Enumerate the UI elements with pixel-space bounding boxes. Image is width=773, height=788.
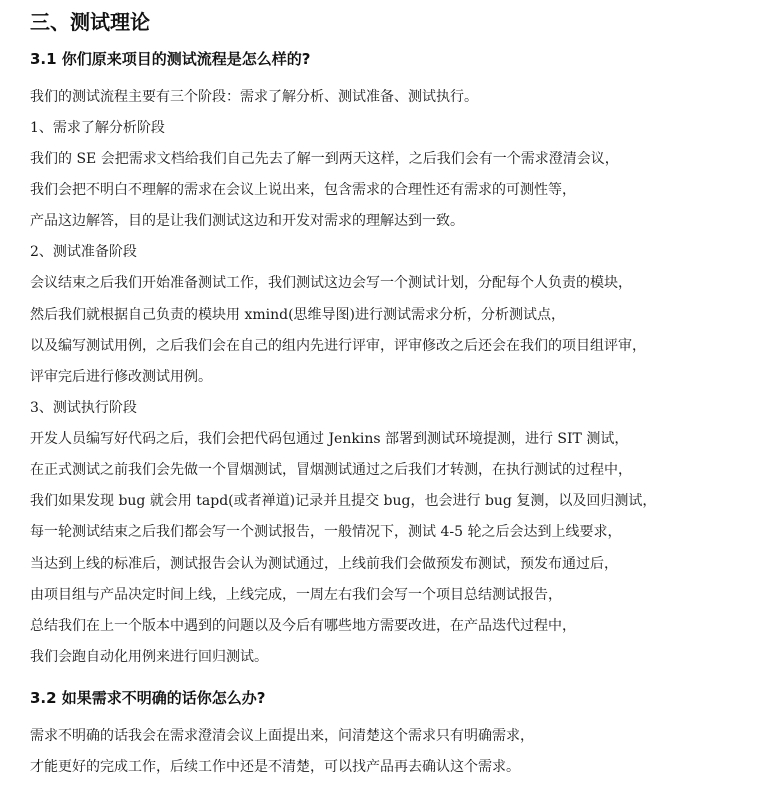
paragraph-line: 我们的测试流程主要有三个阶段：需求了解分析、测试准备、测试执行。	[30, 89, 478, 105]
paragraph-line: 总结我们在上一个版本中遇到的问题以及今后有哪些地方需要改进，在产品迭代过程中，	[30, 618, 576, 634]
phase-heading-1: 1、需求了解分析阶段	[30, 120, 165, 136]
section-heading: 三、测试理论	[30, 10, 150, 34]
paragraph-line: 然后我们就根据自己负责的模块用 xmind(思维导图)进行测试需求分析，分析测试点，	[30, 307, 565, 323]
paragraph-line: 由项目组与产品决定时间上线，上线完成，一周左右我们会写一个项目总结测试报告，	[30, 587, 562, 603]
paragraph-line: 以及编写测试用例，之后我们会在自己的组内先进行评审，评审修改之后还会在我们的项目组评审，	[30, 338, 646, 354]
phase-heading-3: 3、测试执行阶段	[30, 400, 137, 416]
paragraph-line: 我们会跑自动化用例来进行回归测试。	[30, 649, 268, 665]
paragraph-line: 我们的 SE 会把需求文档给我们自己先去了解一到两天这样，之后我们会有一个需求澄清会议，	[30, 151, 619, 167]
paragraph-line: 当达到上线的标准后，测试报告会认为测试通过，上线前我们会做预发布测试，预发布通过后，	[30, 556, 618, 572]
paragraph-line: 每一轮测试结束之后我们都会写一个测试报告，一般情况下，测试 4-5 轮之后会达到上线要求，	[30, 524, 622, 540]
paragraph-line: 会议结束之后我们开始准备测试工作，我们测试这边会写一个测试计划，分配每个人负责的模块，	[30, 275, 632, 291]
subsection-title-3-2: 3.2 如果需求不明确的话你怎么办?	[30, 689, 266, 707]
phase-heading-2: 2、测试准备阶段	[30, 244, 137, 260]
paragraph-line: 才能更好的完成工作，后续工作中还是不清楚，可以找产品再去确认这个需求。	[30, 759, 520, 775]
paragraph-line: 我们会把不明白不理解的需求在会议上说出来，包含需求的合理性还有需求的可测性等，	[30, 182, 576, 198]
paragraph-line: 产品这边解答，目的是让我们测试这边和开发对需求的理解达到一致。	[30, 213, 464, 229]
paragraph-line: 评审完后进行修改测试用例。	[30, 369, 212, 385]
paragraph-line: 需求不明确的话我会在需求澄清会议上面提出来，问清楚这个需求只有明确需求，	[30, 728, 534, 744]
paragraph-line: 我们如果发现 bug 就会用 tapd(或者禅道)记录并且提交 bug，也会进行 bug 复测，以及回归测试，	[30, 493, 657, 509]
paragraph-line: 在正式测试之前我们会先做一个冒烟测试，冒烟测试通过之后我们才转测，在执行测试的过程中，	[30, 462, 632, 478]
paragraph-line: 开发人员编写好代码之后，我们会把代码包通过 Jenkins 部署到测试环境提测，进行 SIT 测试，	[30, 431, 629, 447]
subsection-title-3-1: 3.1 你们原来项目的测试流程是怎么样的?	[30, 50, 311, 68]
